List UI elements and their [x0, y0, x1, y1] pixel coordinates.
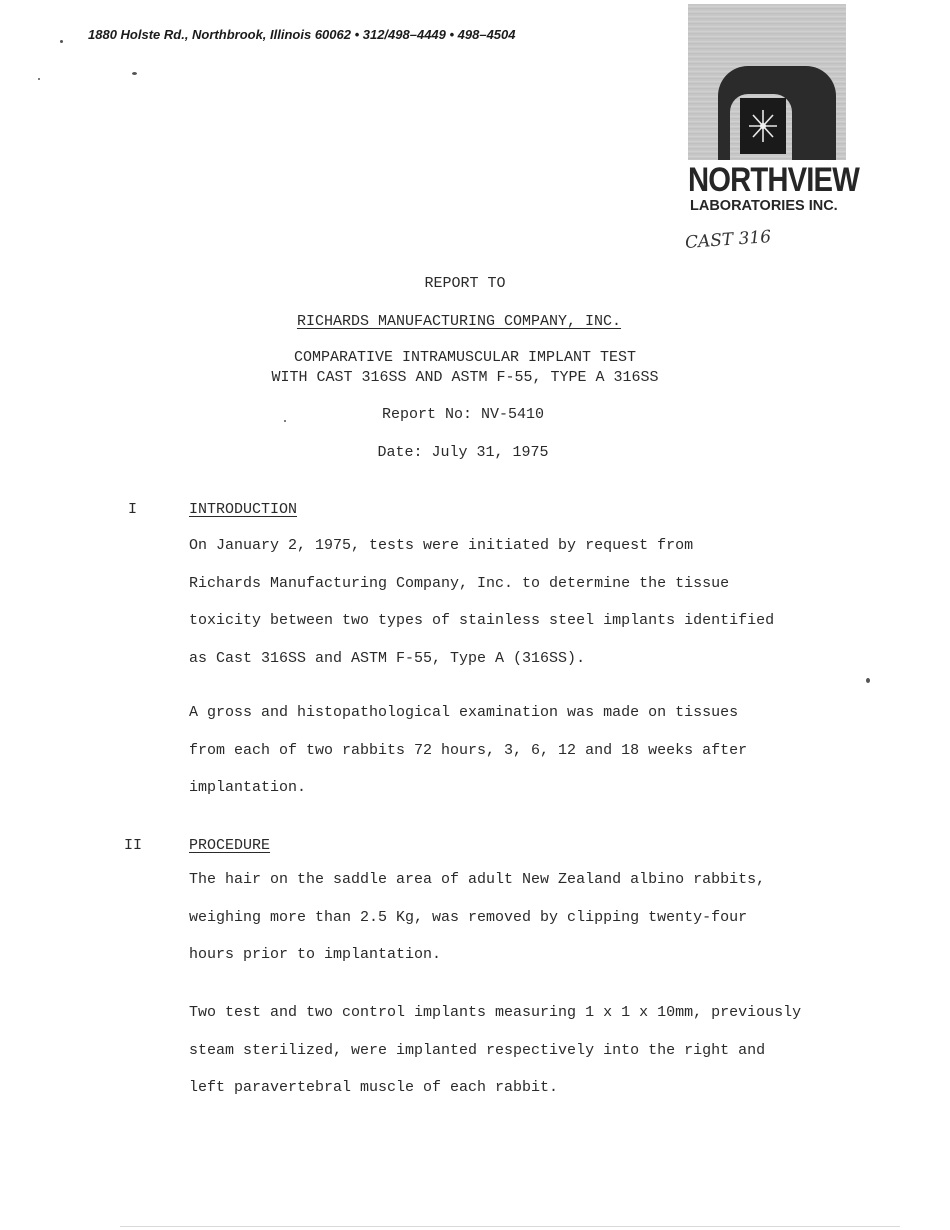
report-title-line-2: WITH CAST 316SS AND ASTM F-55, TYPE A 316SS [271, 369, 659, 386]
report-title-line-1: COMPARATIVE INTRAMUSCULAR IMPLANT TEST [293, 349, 637, 366]
scan-speck [866, 678, 870, 683]
letterhead-address: 1880 Holste Rd., Northbrook, Illinois 60062 • 312/498–4449 • 498–4504 [88, 27, 516, 42]
page-bottom-edge [120, 1226, 900, 1227]
section-title: PROCEDURE [189, 837, 271, 854]
section-number: II [124, 837, 143, 854]
logo-company-subtitle: LABORATORIES INC. [690, 198, 838, 214]
logo-star-window [740, 98, 786, 154]
report-date: Date: July 31, 1975 [377, 444, 549, 461]
section-number: I [128, 501, 138, 518]
section-paragraph: The hair on the saddle area of adult New Zealand albino rabbits, weighing more than 2.5 Kg, was removed by clipping twenty-four hours prior to implantation. [189, 871, 766, 963]
handwritten-note: CAST 316 [684, 227, 772, 253]
section-title: INTRODUCTION [189, 501, 298, 518]
company-logo-mark [688, 4, 846, 160]
scan-speck [132, 72, 137, 75]
report-to-label: REPORT TO [424, 275, 506, 292]
scan-speck [38, 78, 40, 80]
section-paragraph: A gross and histopathological examination was made on tissues from each of two rabbits 72 hours, 3, 6, 12 and 18 weeks after implantation. [189, 704, 748, 796]
star-icon [740, 98, 786, 154]
section-paragraph: On January 2, 1975, tests were initiated by request from Richards Manufacturing Company, Inc. to determine the tissue toxicity between two types of stainless steel implants identified as Cast 316SS and ASTM F-55, Type A (316SS). [189, 537, 775, 667]
logo-company-name: NORTHVIEW [688, 161, 859, 199]
section-paragraph: Two test and two control implants measuring 1 x 1 x 10mm, previously steam sterilized, were implanted respectively into the right and left paravertebral muscle of each rabbit. [189, 1004, 802, 1096]
scan-speck [284, 420, 286, 422]
report-number: Report No: NV-5410 [381, 406, 545, 423]
scan-speck [60, 40, 63, 43]
client-name: RICHARDS MANUFACTURING COMPANY, INC. [296, 313, 622, 330]
